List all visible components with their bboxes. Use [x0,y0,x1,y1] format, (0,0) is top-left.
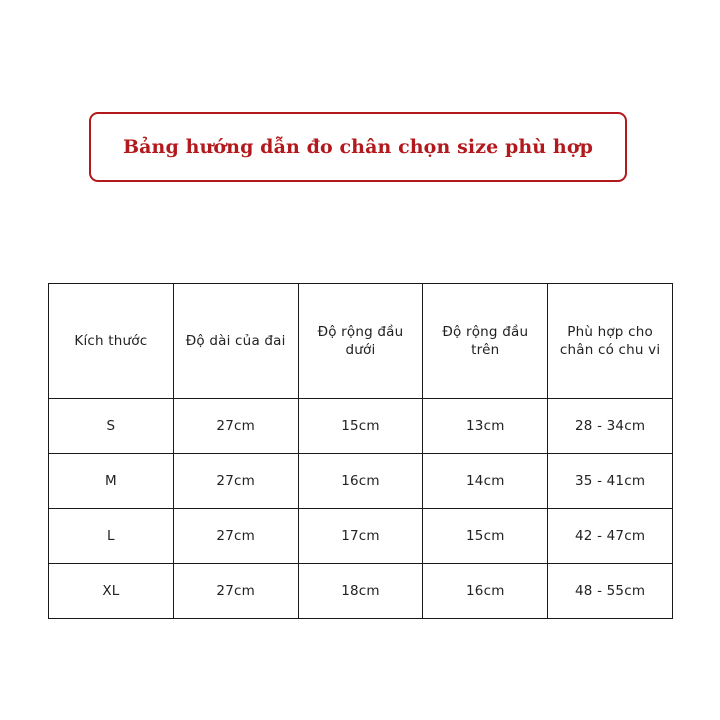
cell-bottom-width: 18cm [298,564,423,619]
header-belt-length: Độ dài của đai [173,284,298,399]
table-row [49,509,673,564]
header-top-width: Độ rộng đầu trên [423,284,548,399]
cell-top-width: 14cm [423,454,548,509]
cell-fit-circumference: 48 - 55cm [548,564,673,619]
cell-bottom-width: 16cm [298,454,423,509]
cell-fit-circumference: 35 - 41cm [548,454,673,509]
header-bottom-width: Độ rộng đầu dưới [298,284,423,399]
table-row [49,564,673,619]
header-size: Kích thước [49,284,174,399]
table-row [49,454,673,509]
cell-size: S [49,399,174,454]
cell-belt-length: 27cm [173,399,298,454]
cell-belt-length: 27cm [173,509,298,564]
cell-fit-circumference: 28 - 34cm [548,399,673,454]
table-row [49,399,673,454]
cell-fit-circumference: 42 - 47cm [548,509,673,564]
cell-top-width: 16cm [423,564,548,619]
cell-size: XL [49,564,174,619]
cell-belt-length: 27cm [173,564,298,619]
cell-bottom-width: 17cm [298,509,423,564]
cell-bottom-width: 15cm [298,399,423,454]
table-header-row [49,284,673,399]
cell-top-width: 15cm [423,509,548,564]
cell-size: M [49,454,174,509]
cell-top-width: 13cm [423,399,548,454]
size-guide-table [48,283,673,619]
cell-size: L [49,509,174,564]
title-banner [89,112,627,182]
cell-belt-length: 27cm [173,454,298,509]
header-fit-circumference: Phù hợp cho chân có chu vi [548,284,673,399]
page-title: Bảng hướng dẫn đo chân chọn size phù hợp [122,136,593,158]
